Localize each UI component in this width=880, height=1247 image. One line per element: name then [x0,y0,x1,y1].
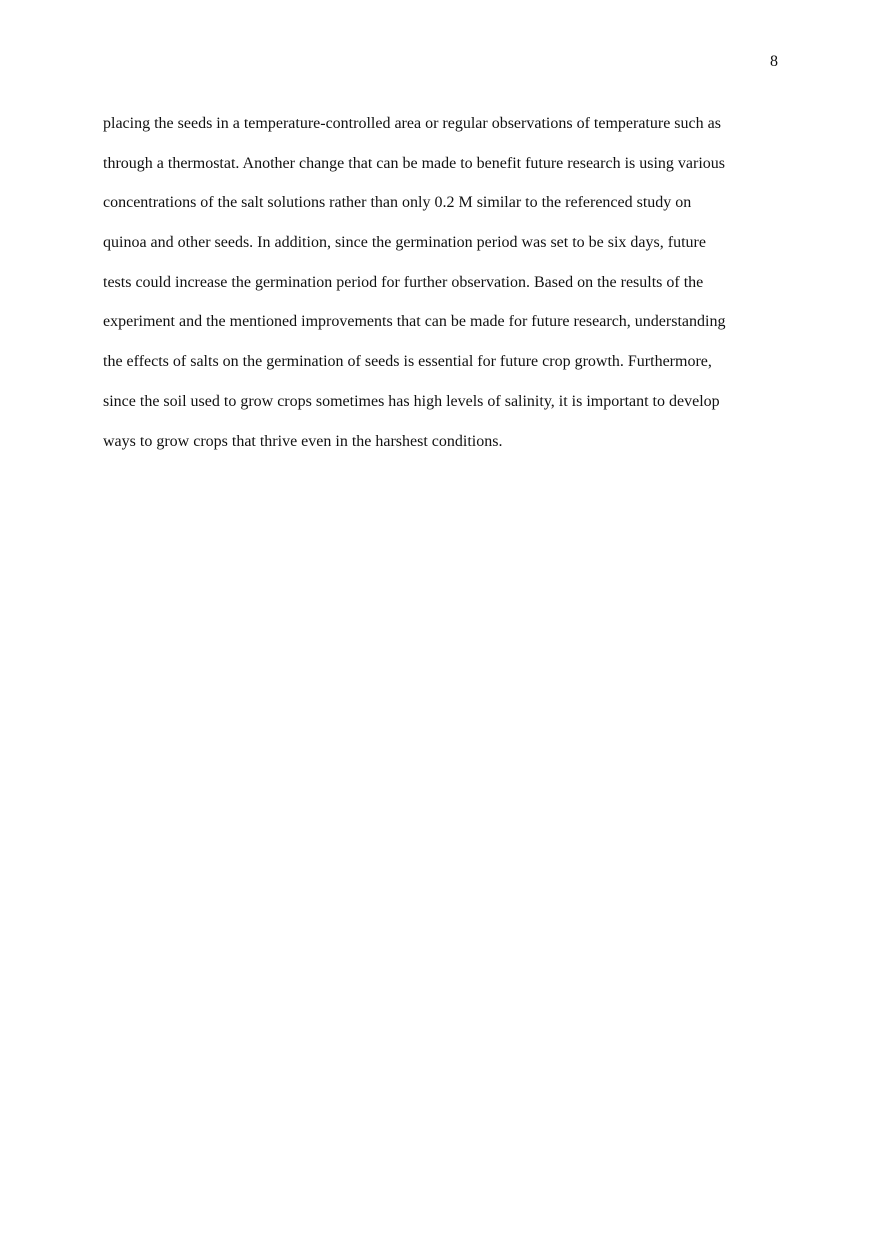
paragraph-line: the effects of salts on the germination of seeds is essential for future crop growth. Furthermore, [103,353,712,371]
page-number: 8 [770,53,778,70]
paragraph-line: ways to grow crops that thrive even in the harshest conditions. [103,432,503,450]
paragraph-line: since the soil used to grow crops sometimes has high levels of salinity, it is important to develop [103,392,720,410]
paragraph-line: through a thermostat. Another change that can be made to benefit future research is using various [103,154,726,172]
paragraph-line: quinoa and other seeds. In addition, since the germination period was set to be six days, future [103,234,706,252]
paragraph-line: placing the seeds in a temperature-controlled area or regular observations of temperature such as [103,115,721,132]
paragraph-line: experiment and the mentioned improvements that can be made for future research, understanding [103,313,726,331]
paragraph-line: tests could increase the germination period for further observation. Based on the results of the [103,273,704,291]
body-paragraph [103,104,783,461]
paragraph-line: concentrations of the salt solutions rather than only 0.2 M similar to the referenced study on [103,194,692,212]
